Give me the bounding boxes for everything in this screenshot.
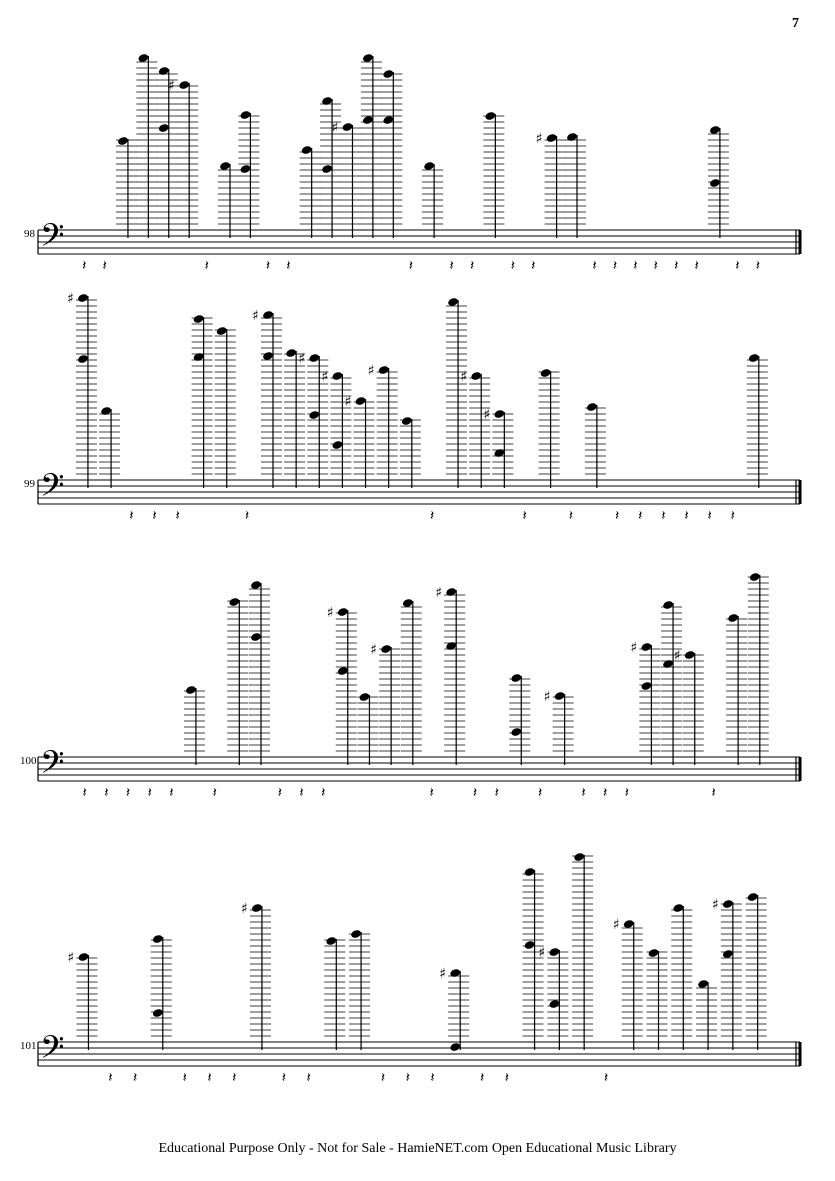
note-head (250, 580, 262, 590)
rest-icon: 𝄽 (510, 258, 516, 274)
note-head (554, 691, 566, 701)
rest-icon: 𝄽 (108, 1070, 113, 1086)
rest-icon: 𝄽 (169, 785, 174, 801)
note-head (342, 122, 354, 132)
note-head (137, 53, 149, 63)
rest-icon: 𝄽 (129, 508, 134, 524)
sharp-icon: ♯ (543, 689, 551, 705)
sharp-icon: ♯ (673, 648, 681, 664)
note-head (524, 867, 536, 877)
note-head (308, 410, 320, 420)
sharp-icon: ♯ (326, 605, 334, 621)
note-head (250, 632, 262, 642)
note-head (301, 145, 313, 155)
note-head (308, 353, 320, 363)
note-head (158, 66, 170, 76)
sharp-icon: ♯ (460, 369, 467, 385)
sharp-icon: ♯ (344, 394, 352, 410)
note-head (77, 293, 89, 303)
rest-icon: 𝄽 (281, 1070, 287, 1086)
sharp-icon: ♯ (435, 585, 442, 601)
note-head (709, 178, 721, 188)
sharp-icon: ♯ (240, 901, 248, 917)
sharp-icon: ♯ (483, 407, 491, 423)
rest-icon: 𝄽 (674, 258, 679, 274)
footer-text: Educational Purpose Only - Not for Sale - HamieNET.com Open Educational Music Library (158, 1141, 677, 1156)
note-head (401, 416, 413, 426)
sharp-icon: ♯ (252, 308, 259, 324)
rest-icon: 𝄽 (125, 785, 131, 801)
rest-icon: 𝄽 (212, 785, 217, 801)
rest-icon: 𝄽 (661, 508, 666, 524)
note-head (185, 685, 197, 695)
sharp-icon: ♯ (321, 369, 329, 385)
note-head (747, 892, 759, 902)
sharp-icon: ♯ (711, 897, 719, 913)
note-head (709, 125, 721, 135)
note-head (378, 365, 390, 375)
rest-icon: 𝄽 (603, 785, 608, 801)
note-head (239, 164, 251, 174)
note-head (178, 80, 190, 90)
note-head (251, 903, 263, 913)
rest-icon: 𝄽 (581, 785, 586, 801)
note-head (355, 396, 367, 406)
rest-icon: 𝄽 (537, 785, 543, 801)
note-head (331, 371, 343, 381)
note-head (78, 952, 90, 962)
rest-icon: 𝄽 (321, 785, 326, 801)
rest-icon: 𝄽 (684, 508, 689, 524)
note-head (152, 934, 164, 944)
sharp-icon: ♯ (298, 351, 306, 367)
bass-clef-icon: 𝄢 (40, 467, 65, 511)
rest-icon: 𝄽 (730, 508, 735, 524)
rest-icon: 𝄽 (207, 1070, 212, 1086)
measure-number-100: 100 (20, 755, 37, 767)
note-head (510, 673, 522, 683)
rest-icon: 𝄽 (531, 258, 536, 274)
rest-icon: 𝄽 (494, 785, 499, 801)
rest-icon: 𝄽 (568, 508, 574, 524)
rest-icon: 𝄽 (755, 258, 761, 274)
note-head (362, 53, 374, 63)
rest-icon: 𝄽 (232, 1070, 237, 1086)
note-head (722, 949, 734, 959)
bass-clef-icon: 𝄢 (40, 217, 65, 261)
note-head (573, 852, 585, 862)
measure-number-98: 98 (24, 228, 35, 240)
rest-icon: 𝄽 (735, 258, 740, 274)
note-head (262, 351, 274, 361)
note-head (239, 110, 251, 120)
sharp-icon: ♯ (370, 642, 377, 658)
note-head (321, 164, 333, 174)
rest-icon: 𝄽 (299, 785, 304, 801)
note-head (510, 727, 522, 737)
note-head (219, 161, 231, 171)
note-head (77, 354, 89, 364)
note-head (493, 448, 505, 458)
note-head (697, 979, 709, 989)
measure-number-101: 101 (20, 1040, 37, 1052)
note-head (640, 681, 652, 691)
note-head (445, 641, 457, 651)
note-head (449, 968, 461, 978)
sharp-icon: ♯ (331, 120, 339, 136)
rest-icon: 𝄽 (504, 1070, 510, 1086)
rest-icon: 𝄽 (408, 258, 414, 274)
rest-icon: 𝄽 (147, 785, 152, 801)
rest-icon: 𝄽 (711, 785, 716, 801)
note-head (648, 948, 660, 958)
note-head (586, 402, 598, 412)
note-head (362, 115, 374, 125)
rest-icon: 𝄽 (707, 508, 712, 524)
note-head (337, 666, 349, 676)
rest-icon: 𝄽 (82, 785, 87, 801)
rest-icon: 𝄽 (244, 508, 250, 524)
note-head (727, 613, 739, 623)
note-head (672, 903, 684, 913)
rest-icon: 𝄽 (615, 508, 620, 524)
note-head (566, 132, 578, 142)
rest-icon: 𝄽 (603, 1070, 609, 1086)
measure-number-99: 99 (24, 478, 35, 490)
rest-icon: 𝄽 (286, 258, 291, 274)
rest-icon: 𝄽 (306, 1070, 311, 1086)
rest-icon: 𝄽 (592, 258, 597, 274)
rest-icon: 𝄽 (653, 258, 658, 274)
rest-icon: 𝄽 (429, 785, 434, 801)
note-head (445, 587, 457, 597)
note-head (193, 314, 205, 324)
page-number: 7 (792, 16, 799, 31)
sharp-icon: ♯ (439, 966, 447, 982)
note-head (662, 600, 674, 610)
rest-icon: 𝄽 (152, 508, 157, 524)
rest-icon: 𝄽 (612, 258, 618, 274)
sharp-icon: ♯ (535, 131, 543, 147)
note-head (623, 919, 635, 929)
note-head (470, 371, 482, 381)
rest-icon: 𝄽 (694, 258, 699, 274)
rest-icon: 𝄽 (104, 785, 109, 801)
rest-icon: 𝄽 (480, 1070, 485, 1086)
note-head (228, 597, 240, 607)
bass-clef-icon: 𝄢 (40, 744, 65, 788)
note-head (540, 368, 552, 378)
note-head (524, 940, 536, 950)
note-head (331, 440, 343, 450)
rest-icon: 𝄽 (82, 258, 87, 274)
rest-icon: 𝄽 (472, 785, 478, 801)
sharp-icon: ♯ (538, 945, 546, 961)
note-head (262, 310, 274, 320)
note-head (285, 348, 297, 358)
note-head (640, 642, 652, 652)
rest-icon: 𝄽 (182, 1070, 187, 1086)
rest-icon: 𝄽 (638, 508, 643, 524)
note-head (325, 936, 337, 946)
rest-icon: 𝄽 (430, 1070, 435, 1086)
rest-icon: 𝄽 (133, 1070, 138, 1086)
note-head (662, 659, 674, 669)
note-head (382, 115, 394, 125)
rest-icon: 𝄽 (522, 508, 527, 524)
sharp-icon: ♯ (630, 640, 638, 656)
rest-icon: 𝄽 (624, 785, 629, 801)
note-head (748, 353, 760, 363)
note-head (447, 297, 459, 307)
rest-icon: 𝄽 (633, 258, 638, 274)
note-head (402, 598, 414, 608)
bass-clef-icon: 𝄢 (40, 1029, 65, 1073)
sharp-icon: ♯ (168, 78, 175, 94)
rest-icon: 𝄽 (265, 258, 271, 274)
note-head (548, 999, 560, 1009)
note-head (158, 123, 170, 133)
rest-icon: 𝄽 (405, 1070, 410, 1086)
rest-icon: 𝄽 (380, 1070, 386, 1086)
note-head (546, 133, 558, 143)
rest-icon: 𝄽 (102, 258, 107, 274)
note-head (423, 161, 435, 171)
note-head (337, 607, 349, 617)
note-head (449, 1042, 461, 1052)
rest-icon: 𝄽 (429, 508, 435, 524)
sharp-icon: ♯ (66, 291, 74, 307)
note-head (321, 96, 333, 106)
rest-icon: 𝄽 (277, 785, 282, 801)
rest-icon: 𝄽 (204, 258, 209, 274)
rest-icon: 𝄽 (175, 508, 180, 524)
sharp-icon: ♯ (67, 950, 75, 966)
note-head (117, 136, 129, 146)
note-head (152, 1008, 164, 1018)
note-head (193, 352, 205, 362)
sharp-icon: ♯ (367, 363, 375, 379)
sharp-icon: ♯ (612, 917, 620, 933)
note-head (216, 326, 228, 336)
rest-icon: 𝄽 (469, 258, 475, 274)
note-head (100, 406, 112, 416)
rest-icon: 𝄽 (449, 258, 454, 274)
